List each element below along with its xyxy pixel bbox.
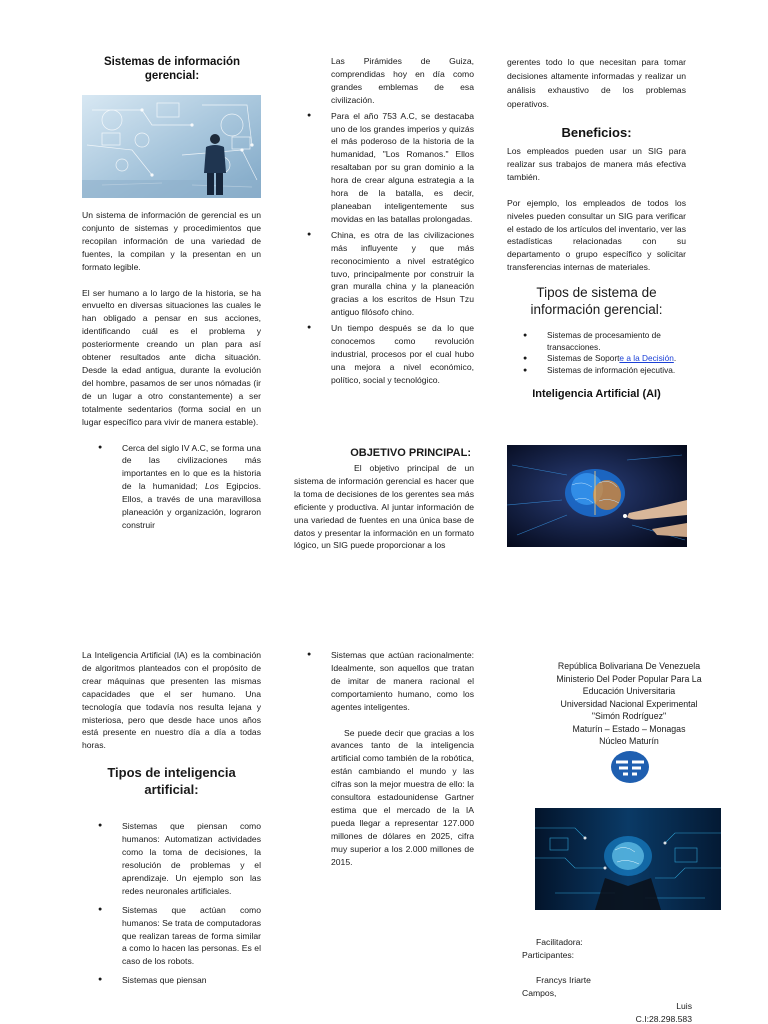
- civilization-bullets: [307, 110, 474, 387]
- list-item: ● Sistemas de Soporte a la Decisión.: [523, 353, 686, 365]
- sig-definition: Un sistema de información de gerencial es un conjunto de sistemas y procedimientos que recopilan información de una variedad de fuentes, la compilan y la presentan en un formato legible.: [82, 210, 261, 272]
- institution-line: Núcleo Maturín: [599, 736, 659, 746]
- column-4: [82, 649, 261, 987]
- businessman-network-illustration: [82, 95, 261, 198]
- column-3: [507, 55, 686, 401]
- circuit-brain-illustration: [535, 808, 721, 910]
- sig-heading: Sistemas de información gerencial:: [103, 56, 241, 82]
- column-1: [82, 55, 262, 83]
- list-item: ● Sistemas de información ejecutiva.: [523, 365, 686, 377]
- list-item: ● Sistemas que actúan racionalmente: Idealmente, son aquellos que tratan de imitar de manera racional el comportamiento humano, como los agentes inteligentes.: [307, 649, 474, 714]
- ai-types-list: [82, 820, 261, 987]
- sig-types-heading: Tipos de sistema de información gerencial:: [530, 285, 663, 318]
- objective-heading: OBJETIVO PRINCIPAL:: [350, 447, 471, 459]
- managers-continuation: gerentes todo lo que necesitan para tomar decisiones altamente informadas y realizar un análisis exhaustivo de los problemas operativos.: [507, 57, 686, 109]
- objective-text: El objetivo principal de un sistema de información gerencial es hacer que la toma de decisiones de los gerentes sea más eficiente y productiva. Al juntar información de una variedad de fuentes en una única base de datos y presentar la información en un formato lógico, un SIG puede proporcionar a los: [294, 463, 474, 551]
- history-bullets: [82, 442, 261, 532]
- participant-name: Francys Iriarte: [536, 975, 591, 985]
- participant-name: Luis: [676, 1001, 692, 1011]
- sig-types-list: [507, 330, 686, 376]
- institution-line: Maturín – Estado – Monagas: [572, 723, 686, 734]
- list-item: ● Sistemas de procesamiento de transacciones.: [523, 330, 686, 353]
- benefits-heading: Beneficios:: [561, 125, 632, 140]
- ai-types-heading: Tipos de inteligencia artificial:: [107, 765, 236, 798]
- university-logo: [610, 750, 650, 784]
- institution-line: Universidad Nacional Experimental: [560, 698, 698, 709]
- participant-name-cont: Campos,: [522, 987, 557, 998]
- institution-line: República Bolivariana De Venezuela: [557, 661, 701, 671]
- list-item: ● Para el año 753 A.C, se destacaba uno de los grandes imperios y quizás el más poderoso de la historia de la humanidad, "Los Romanos." Ellos resaltaban por su gran dominio a la hora de crear alguna estrategia a la hora de la batalla, es decir, planeaban inteligentemente sus movidas en las batallas prolongadas.: [307, 110, 474, 226]
- list-item: ● Sistemas que piensan: [98, 974, 261, 987]
- list-item: ● China, es otra de las civilizaciones más influyente y que más reconocimiento a nivel estratégico tuvo, principalmente por construir la gran muralla china y la planeación gracias a los escritos de Hsun Tzu antiguo filósofo chino.: [307, 229, 474, 319]
- ai-growth-paragraph: Se puede decir que gracias a los avances tanto de la inteligencia artificial como también de la robótica, están cambiando el mundo y las cifras son la mejor muestra de ello: la consultora estadounidense Gartner estima que el mercado de la IA pueda llegar a representar 127.000 millones de dólares en 2025, cifra muy superior a los 2.000 millones de 2015.: [331, 727, 474, 867]
- institution-line: "Simón Rodríguez": [591, 711, 667, 721]
- history-paragraph: El ser humano a lo largo de la historia, se ha envuelto en diversas situaciones las cuales le han obligado a pensar en sus acciones, identificando cuál es el problema y posteriormente creando un plan para así obtener resultados ante dicha situación. Desde la edad antigua, durante la evolución del hombre, pasamos de ser unos nómadas (ir de un lugar a otro constantemente) a ser totalmente sedentarios (forma social en un lugar específico para vivir de manera estable).: [82, 287, 261, 427]
- rational-systems-list: [307, 649, 474, 714]
- institution-block: [540, 660, 718, 748]
- objective-section: [294, 447, 474, 552]
- participants-block: [522, 936, 692, 1024]
- column-5: [307, 649, 474, 869]
- participants-label: Participantes:: [522, 949, 575, 960]
- list-item: ● Sistemas que piensan como humanos: Automatizan actividades como la toma de decisiones, la resolución de problemas y el aprendizaje. Un ejemplo son las redes neuronales artificiales.: [98, 820, 261, 897]
- decision-support-link[interactable]: e a la Decisión: [619, 353, 674, 364]
- ai-definition: La Inteligencia Artificial (IA) es la combinación de algoritmos planteados con el propósito de crear máquinas que presenten las mismas capacidades que el ser humano. Una tecnología que todavía nos resulta lejana y misteriosa, pero que desde hace unos años está presente en nuestro día a día a todas horas.: [82, 650, 261, 751]
- column-2: [307, 55, 474, 387]
- list-item: ● Cerca del siglo IV A.C, se forma una de las civilizaciones más importantes en lo que es la historia de la humanidad; Los Egipcios. Ellos, a través de una maravillosa planeación y organización, lograron construir: [98, 442, 261, 532]
- sig-image: [82, 95, 261, 198]
- list-item: ● Un tiempo después se da lo que conocemos como revolución industrial, procesos por el cual hubo una mejora a nivel económico, político, social y tecnológico.: [307, 322, 474, 387]
- brain-hand-illustration: [507, 445, 687, 547]
- institution-line: Ministerio Del Poder Popular Para La: [556, 673, 702, 684]
- column-1-body: [82, 209, 261, 532]
- institution-line: Educación Universitaria: [582, 686, 676, 696]
- ai-brain-image: [507, 445, 687, 547]
- facilitator-label: Facilitadora:: [536, 937, 583, 947]
- brain-shape: [565, 469, 625, 517]
- participant-id: C.I:28.298.583: [635, 1013, 692, 1024]
- benefits-paragraph-1: Los empleados pueden usar un SIG para realizar sus trabajos de manera más efectiva también.: [507, 146, 686, 182]
- glowing-brain-shape: [604, 836, 652, 876]
- benefits-paragraph-2: Por ejemplo, los empleados de todos los niveles pueden consultar un SIG para verificar el estado de los artículos del inventario, ver las estadísticas relacionadas con su departamento o grupo específico y solicitar transferencias internas de materiales.: [507, 197, 686, 273]
- ai-heading: Inteligencia Artificial (AI): [532, 388, 661, 401]
- technology-image: [535, 808, 721, 910]
- unesr-logo-icon: [610, 750, 650, 784]
- list-item: ● Sistemas que actúan como humanos: Se trata de computadoras que realizan tareas de forma similar a como lo hacen las personas. Es el caso de los robots.: [98, 904, 261, 969]
- pyramids-continuation: Las Pirámides de Guiza, comprendidas hoy en día como grandes emblemas de esa civilización.: [331, 56, 474, 105]
